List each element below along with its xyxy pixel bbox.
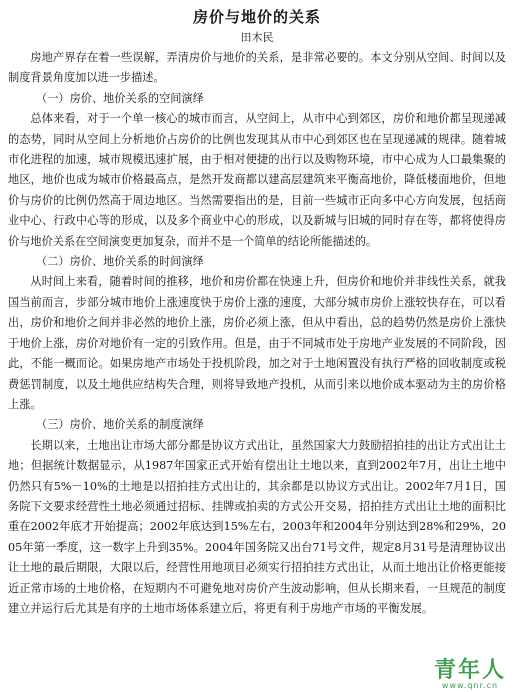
watermark-main-text: 青年人 — [433, 658, 506, 683]
site-watermark-logo — [434, 660, 506, 690]
section-heading-spatial: （一）房价、地价关系的空间演绎 — [36, 91, 204, 105]
section-body-temporal: 从时间上来看，随着时间的推移，地价和房价都在快速上升，但房价和地价并非线性关系，就我国当前而言，步部分城市地价上涨速度快于房价上涨的速度，大部分城市房价上涨较快存在，可以看出，房价和地价之间并非必然的地价上涨，房价必须上涨，但从中看出，总的趋势仍然是房价上涨快于地价上涨，房价对地价有一定的引致作用。但是，由于不同城市处于房地产业发展的不同阶段，因此，不能一概而论。如果房地产市场处于投机阶段，加之对于土地闲置没有执行严格的回收制度或税费惩罚制度，以及土地供应结构失合理，则将导致地产投机，从而引来以地价成本驱动为主的房价格上涨。 — [8, 275, 506, 411]
section-heading-institutional: （三）房价、地价关系的制度演绎 — [36, 418, 204, 432]
author-name: 田木民 — [240, 31, 274, 44]
section-body-spatial: 总体来看，对于一个单一核心的城市而言，从空间上，从市中心到郊区，房价和地价都呈现递减的态势，同时从空间上分析地价占房价的比例也发现其从市中心到郊区也在呈现递减的规律。随着城市化进程的加速，城市规模迅速扩展，由于相对便捷的出行以及购物环境，市中心成为人口最集聚的地区，地价也成为城市价格最高点，是然开发商都以建高层建筑来平衡高地价，降低楼面地价，但地价与房价的比例仍然高于周边地区。当然需要指出的是，目前一些城市正向多中心方向发展，包括商业中心、行政中心等的形成，以及多个商业中心的形成，以及新城与旧城的同时存在等，都将使得房价与地价关系在空间演变更加复杂，而并不是一个简单的结论所能描述的。 — [8, 112, 506, 248]
intro-paragraph: 房地产界存在着一些误解，弄清房价与地价的关系，是非常必要的。本文分别从空间、时间以及制度背景角度加以进一步描述。 — [8, 51, 506, 85]
document-title: 房价与地价的关系 — [192, 8, 321, 26]
watermark-url-text: www.qnr.cn — [441, 681, 499, 690]
section-body-institutional: 长期以来，土地出让市场大部分都是协议方式出让，虽然国家大力鼓励招拍挂的出让方式出让土地；但据统计数据显示，从1987年国家正式开始有偿出让土地以来，直到2002年7月，出让土地中仍然只有5%－10%的土地是以招拍挂方式出让的，其余都是以协议方式出让。2002年7月1日，国务院下文要求经营性土地必须通过招标、挂牌或拍卖的方式公开交易，招拍挂方式出让土地的面积比重在2002年底才开始提高；2002年底达到15%左右，2003年和2004年分别达到28%和29%，2005年第一季度，这一数字上升到35%。2004年国务院又出台71号文件，规定8月31号是清理协议出让土地的最后期限，大限以后，经营性用地项目必须实行招拍挂方式出让，从而土地出让价格更能接近正常市场的土地价格，在短期内不可避免地对房价产生波动影响，但从长期来看，一旦规范的制度建立并运行后尤其是有序的土地市场体系建立后，将更有利于房地产市场的平衡发展。 — [8, 438, 506, 615]
section-heading-temporal: （二）房价、地价关系的时间演绎 — [36, 255, 204, 269]
